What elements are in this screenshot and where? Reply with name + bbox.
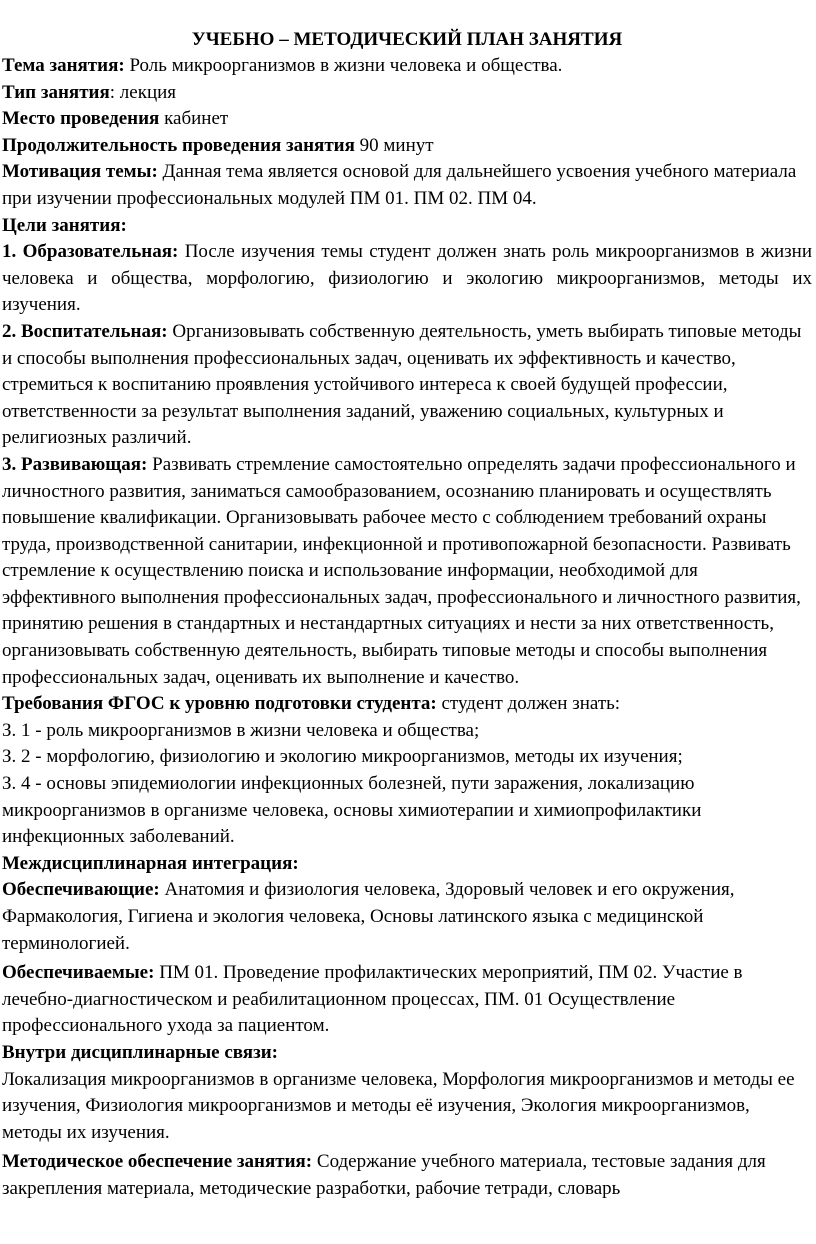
fgos-item: З. 1 - роль микроорганизмов в жизни человека и общества;: [2, 719, 480, 741]
intradisciplinary-text: Локализация микроорганизмов в организме человека, Морфология микроорганизмов и методы ее изучения, Физиология микроорганизмов и методы её изучения, Экология микроорганизмов, методы их изучения.: [2, 1068, 795, 1143]
goal-developing-label: 3. Развивающая:: [2, 453, 148, 475]
goal-developing: [2, 452, 812, 691]
providing-disciplines: [2, 877, 812, 957]
topic-label: Тема занятия:: [2, 55, 125, 76]
goal-developing-text: Развивать стремление самостоятельно определять задачи профессионального и личностного развития, заниматься самообразованием, осознанию планировать и осуществлять повышение квалификации. Организовывать рабочее место с соблюдением требований охраны труда, производственной санитарии, инфекционной и противопожарной безопасности. Развивать стремление к осуществлению поиска и использование информации, необходимой для эффективного выполнения профессиональных задач, профессионального и личностного развития, принятию решения в стандартных и нестандартных ситуациях и нести за них ответственность, организовывать собственную деятельность, выбирать типовые методы и способы выполнения профессиональных задач, оценивать их выполнение и качество.: [2, 453, 801, 688]
duration-label: Продолжительность проведения занятия: [2, 134, 355, 156]
type-label: Тип занятия: [2, 81, 110, 103]
fgos-item: З. 2 - морфологию, физиологию и экологию микроорганизмов, методы их изучения;: [2, 746, 683, 768]
goal-upbringing-text: Организовывать собственную деятельность, уметь выбирать типовые методы и способы выполнения профессиональных задач, оценивать их эффективность и качество, стремиться к воспитанию проявления устойчивого интереса к своей будущей профессии, ответственности за результат выполнения заданий, уважению социальных, культурных и религиозных различий.: [2, 320, 802, 449]
goals-heading: Цели занятия:: [2, 214, 127, 236]
providing-label: Обеспечивающие:: [2, 879, 160, 901]
provided-disciplines: [2, 960, 812, 1040]
duration-line: [2, 133, 812, 160]
place-line: [2, 106, 812, 133]
place-value: кабинет: [159, 108, 229, 130]
goal-upbringing-label: 2. Воспитательная:: [2, 320, 168, 342]
fgos-item: З. 4 - основы эпидемиологии инфекционных болезней, пути заражения, локализацию микроорганизмов в организме человека, основы химиотерапии и химиопрофилактики инфекционных заболеваний.: [2, 773, 702, 848]
providing-value: Анатомия и физиология человека, Здоровый человек и его окружения, Фармакология, Гигиена и экология человека, Основы латинского языка с медицинской терминологией.: [2, 879, 735, 954]
fgos-line: [2, 691, 812, 718]
motivation-label: Мотивация темы:: [2, 161, 158, 183]
integration-heading: Междисциплинарная интеграция:: [2, 852, 299, 874]
provided-label: Обеспечиваемые:: [2, 962, 155, 984]
topic-line: [2, 53, 812, 80]
topic-value: Роль микроорганизмов в жизни человека и общества.: [124, 55, 563, 76]
fgos-label: Требования ФГОС к уровню подготовки студента:: [2, 693, 437, 715]
goal-educational: [2, 239, 812, 319]
place-label: Место проведения: [2, 108, 160, 130]
duration-value: 90 минут: [354, 134, 434, 156]
methodical-support: [2, 1149, 812, 1202]
type-line: [2, 80, 812, 107]
intradisciplinary-heading: Внутри дисциплинарные связи:: [2, 1041, 279, 1063]
methodical-value: Содержание учебного материала, тестовые задания для закрепления материала, методические разработки, рабочие тетради, словарь: [2, 1151, 766, 1199]
goal-educational-label: 1. Образовательная:: [2, 241, 179, 263]
motivation-paragraph: [2, 159, 812, 212]
type-value: : лекция: [109, 81, 177, 103]
goal-upbringing: [2, 319, 812, 452]
motivation-value: Данная тема является основой для дальнейшего усвоения учебного материала при изучении профессиональных модулей ПМ 01. ПМ 02. ПМ 04.: [2, 161, 797, 209]
methodical-label: Методическое обеспечение занятия:: [2, 1151, 313, 1173]
fgos-value: студент должен знать:: [436, 693, 621, 715]
provided-value: ПМ 01. Проведение профилактических мероприятий, ПМ 02. Участие в лечебно-диагностическом и реабилитационном процессах, ПМ. 01 Осуществление профессионального ухода за пациентом.: [2, 962, 743, 1037]
document-title: УЧЕБНО – МЕТОДИЧЕСКИЙ ПЛАН ЗАНЯТИЯ: [191, 29, 623, 50]
goal-educational-text: После изучения темы студент должен знать роль микроорганизмов в жизни человека и общества, морфологию, физиологию и экологию микроорганизмов, методы их изучения.: [2, 241, 812, 316]
